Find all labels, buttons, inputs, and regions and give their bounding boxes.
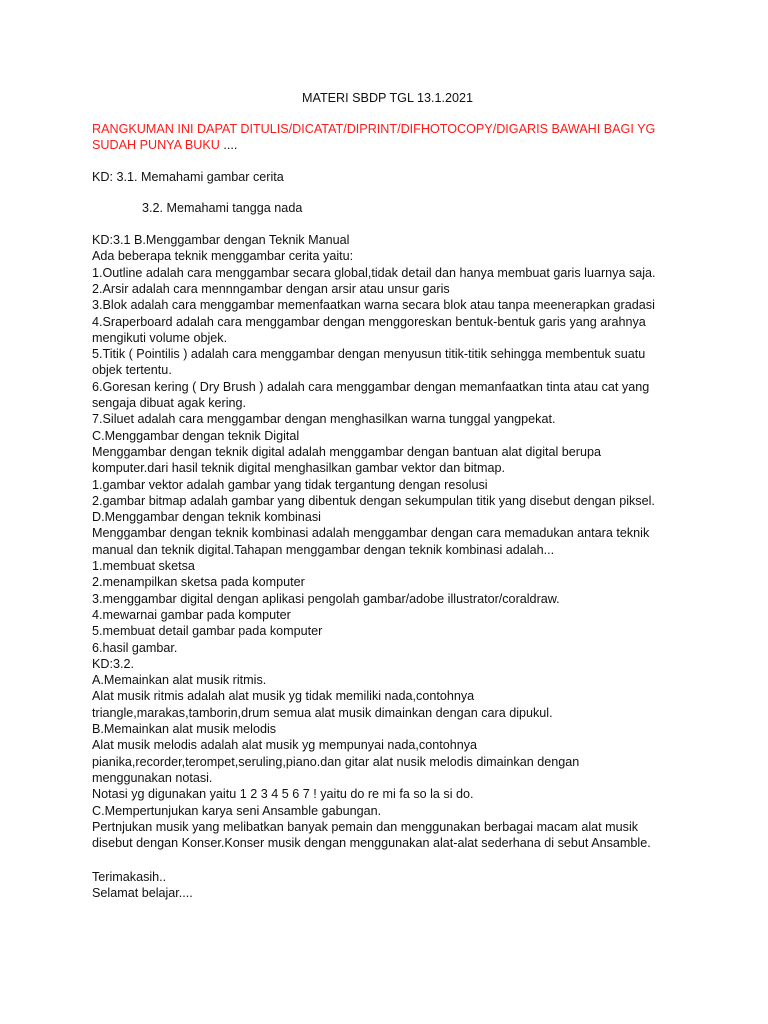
text-line: Notasi yg digunakan yaitu 1 2 3 4 5 6 7 ! yaitu do re mi fa so la si do. [92, 787, 474, 802]
notice-line-2-red: SUDAH PUNYA BUKU [92, 138, 220, 152]
text-line: Ada beberapa teknik menggambar cerita yaitu: [92, 249, 354, 264]
notice-line-1: RANGKUMAN INI DAPAT DITULIS/DICATAT/DIPRINT/DIFHOTOCOPY/DIGARIS BAWAHI BAGI YG [92, 122, 656, 136]
text-line: 4.mewarnai gambar pada komputer [92, 607, 291, 622]
document-title: MATERI SBDP TGL 13.1.2021 [302, 91, 474, 105]
text-line: 2.Arsir adalah cara mennngambar dengan arsir atau unsur garis [92, 281, 450, 296]
text-line: disebut dengan Konser.Konser musik dengan menggunakan alat-alat sederhana di sebut Ansamble. [92, 836, 651, 851]
text-line: 1.Outline adalah cara menggambar secara global,tidak detail dan hanya membuat garis luarnya saja. [92, 265, 656, 280]
kd-3-1: KD: 3.1. Memahami gambar cerita [92, 170, 284, 184]
text-line: A.Memainkan alat musik ritmis. [92, 673, 267, 688]
text-line: menggunakan notasi. [92, 770, 213, 785]
text-line: pianika,recorder,terompet,seruling,piano.dan gitar alat nusik melodis dimainkan dengan [92, 754, 580, 769]
text-line: komputer.dari hasil teknik digital menghasilkan gambar vektor dan bitmap. [92, 461, 506, 476]
text-line: 2.gambar bitmap adalah gambar yang dibentuk dengan sekumpulan titik yang disebut dengan piksel. [92, 493, 655, 508]
text-line: 1.gambar vektor adalah gambar yang tidak tergantung dengan resolusi [92, 477, 488, 492]
text-line: 6.Goresan kering ( Dry Brush ) adalah cara menggambar dengan memanfaatkan tinta atau cat yang [92, 379, 650, 394]
text-line: 1.membuat sketsa [92, 559, 195, 573]
text-line: Menggambar dengan teknik kombinasi adalah menggambar dengan cara memadukan antara teknik [92, 526, 650, 541]
text-line: KD:3.1 B.Menggambar dengan Teknik Manual [92, 233, 350, 247]
text-line: D.Menggambar dengan teknik kombinasi [92, 510, 321, 525]
text-line: KD:3.2. [92, 656, 134, 671]
text-line: 3.Blok adalah cara menggambar memenfaatkan warna secara blok atau tanpa meenerapkan gradasi [92, 298, 655, 313]
text-line: 3.menggambar digital dengan aplikasi pengolah gambar/adobe illustrator/coraldraw. [92, 591, 560, 606]
text-line: 6.hasil gambar. [92, 640, 178, 655]
text-line: Pertnjukan musik yang melibatkan banyak pemain dan menggunakan berbagai macam alat musik [92, 819, 639, 834]
notice-line-2-ellipsis: .... [219, 138, 238, 152]
text-line: Alat musik melodis adalah alat musik yg mempunyai nada,contohnya [92, 738, 478, 753]
text-line: triangle,marakas,tamborin,drum semua alat musik dimainkan dengan cara dipukul. [92, 705, 553, 720]
kd-3-2: 3.2. Memahami tangga nada [142, 201, 303, 215]
text-line: sengaja dibuat agak kering. [92, 396, 247, 410]
text-line: 4.Sraperboard adalah cara menggambar dengan menggoreskan bentuk-bentuk garis yang arahnya [92, 314, 646, 329]
text-line: 7.Siluet adalah cara menggambar dengan menghasilkan warna tunggal yangpekat. [92, 412, 556, 427]
text-line: B.Memainkan alat musik melodis [92, 722, 277, 736]
text-line: C.Menggambar dengan teknik Digital [92, 428, 300, 443]
text-line: 5.Titik ( Pointilis ) adalah cara menggambar dengan menyusun titik-titik sehingga membentuk suatu [92, 347, 646, 362]
text-line: objek tertentu. [92, 363, 172, 378]
text-line: Alat musik ritmis adalah alat musik yg tidak memiliki nada,contohnya [92, 689, 475, 704]
text-line: 5.membuat detail gambar pada komputer [92, 624, 323, 639]
text-line: 2.menampilkan sketsa pada komputer [92, 575, 305, 590]
text-line: mengikuti volume objek. [92, 330, 228, 345]
text-line: Menggambar dengan teknik digital adalah menggambar dengan bantuan alat digital berupa [92, 444, 602, 459]
text-line: C.Mempertunjukan karya seni Ansamble gabungan. [92, 803, 382, 818]
closing-greeting: Selamat belajar.... [92, 886, 193, 900]
notice-line-2 [92, 137, 237, 153]
closing-thanks: Terimakasih.. [92, 870, 167, 884]
text-line: manual dan teknik digital.Tahapan menggambar dengan teknik kombinasi adalah... [92, 542, 555, 557]
